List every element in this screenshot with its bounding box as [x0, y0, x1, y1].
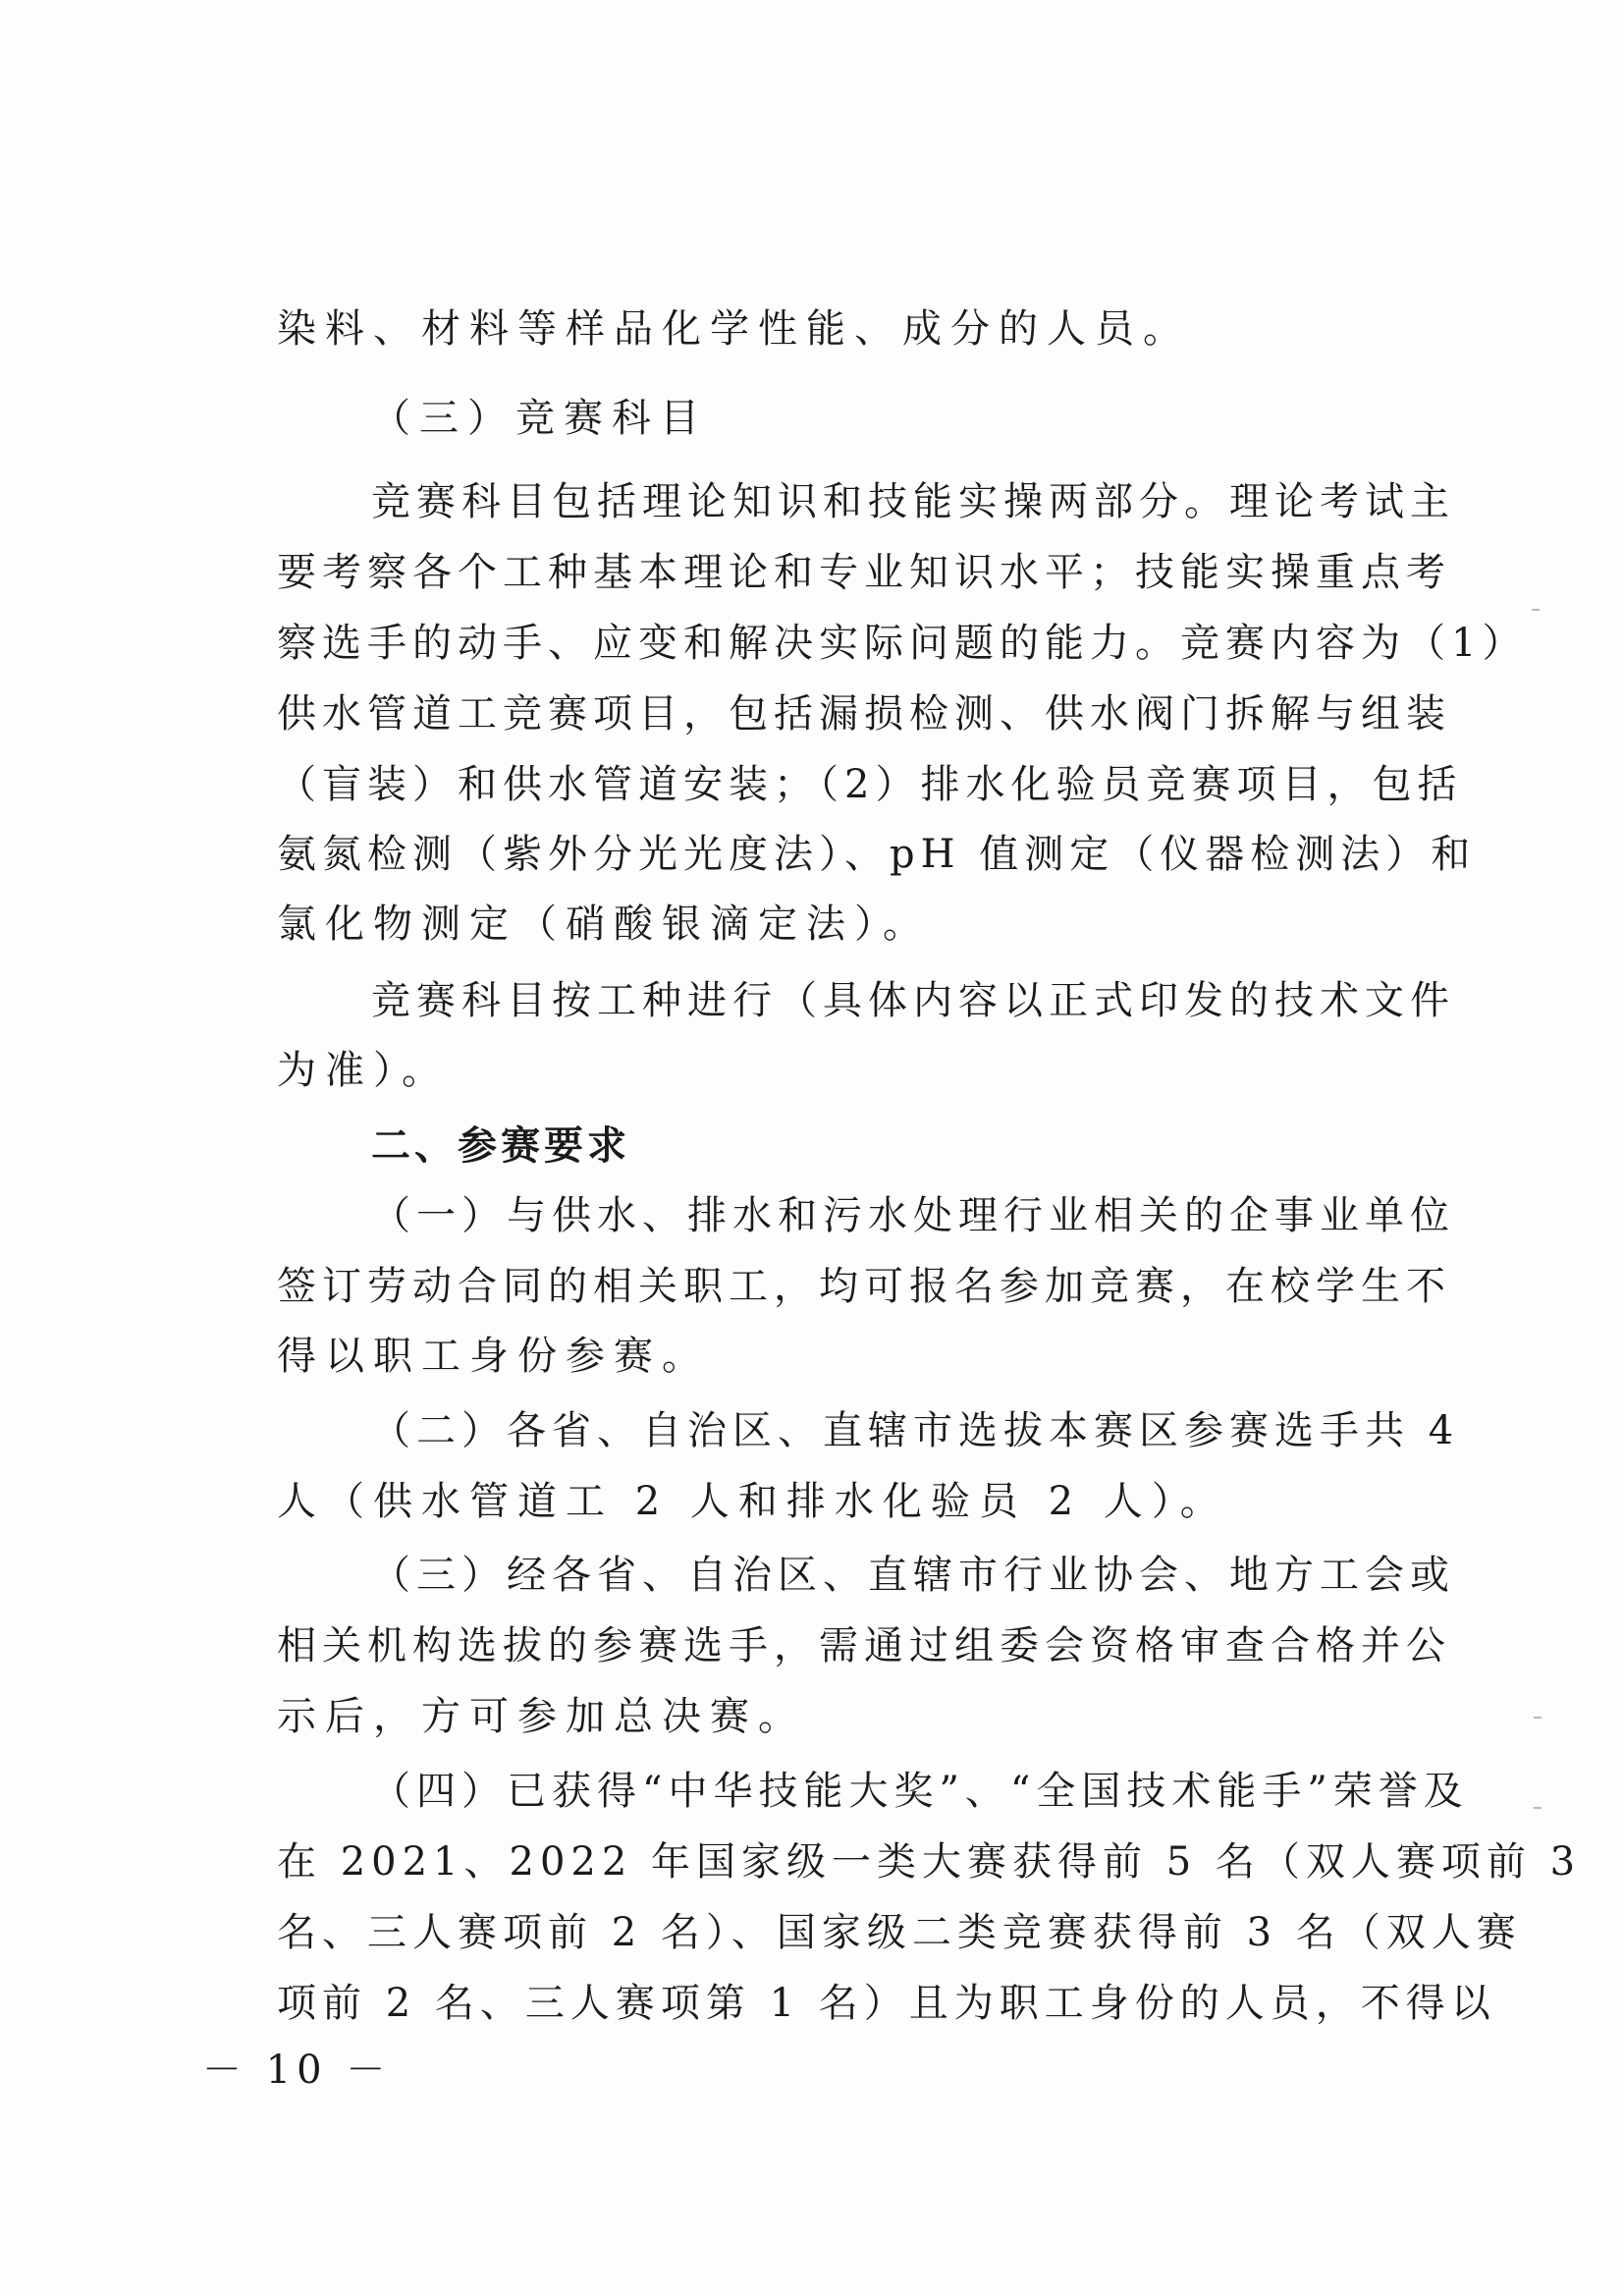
- body-line: 签订劳动合同的相关职工，均可报名参加竞赛，在校学生不: [277, 1264, 1451, 1309]
- body-line: 竞赛科目按工种进行（具体内容以正式印发的技术文件: [371, 978, 1455, 1023]
- scan-artifact: [1532, 609, 1540, 611]
- body-line: （四）已获得“中华技能大奖”、“全国技术能手”荣誉及: [371, 1769, 1469, 1814]
- body-line: 竞赛科目包括理论知识和技能实操两部分。理论考试主: [371, 479, 1455, 524]
- body-line: 项前 2 名、三人赛项第 1 名）且为职工身份的人员，不得以: [277, 1981, 1496, 2026]
- page-number: － 10 －: [202, 2048, 392, 2093]
- body-line: 名、三人赛项前 2 名）、国家级二类竞赛获得前 3 名（双人赛: [277, 1910, 1522, 1955]
- body-line: 人（供水管道工 2 人和排水化验员 2 人）。: [277, 1479, 1228, 1524]
- body-line: （盲装）和供水管道安装；（2）排水化验员竞赛项目，包括: [277, 762, 1463, 807]
- section-heading: 二、参赛要求: [371, 1123, 630, 1169]
- body-line: （三）经各省、自治区、直辖市行业协会、地方工会或: [371, 1553, 1455, 1598]
- body-line: 相关机构选拔的参赛选手，需通过组委会资格审查合格并公: [277, 1623, 1451, 1668]
- scan-artifact: [1534, 1717, 1542, 1719]
- body-line: 得以职工身份参赛。: [277, 1334, 710, 1379]
- body-line: 在 2021、2022 年国家级一类大赛获得前 5 名（双人赛项前 3: [277, 1839, 1582, 1885]
- body-line: 染料、材料等样品化学性能、成分的人员。: [277, 306, 1191, 352]
- body-line: 示后，方可参加总决赛。: [277, 1694, 806, 1739]
- body-line: 要考察各个工种基本理论和专业知识水平；技能实操重点考: [277, 550, 1451, 595]
- body-line: （一）与供水、排水和污水处理行业相关的企事业单位: [371, 1193, 1455, 1238]
- body-line: 为准）。: [277, 1048, 450, 1093]
- scan-artifact: [1534, 1807, 1542, 1809]
- body-line: 氨氮检测（紫外分光光度法）、pH 值测定（仪器检测法）和: [277, 832, 1477, 877]
- body-line: （二）各省、自治区、直辖市选拔本赛区参赛选手共 4: [371, 1408, 1460, 1453]
- body-line: 氯化物测定（硝酸银滴定法）。: [277, 902, 931, 947]
- body-line: 供水管道工竞赛项目，包括漏损检测、供水阀门拆解与组装: [277, 691, 1451, 737]
- section-subheading: （三）竞赛科目: [371, 396, 708, 441]
- body-line: 察选手的动手、应变和解决实际问题的能力。竞赛内容为（1）: [277, 621, 1528, 666]
